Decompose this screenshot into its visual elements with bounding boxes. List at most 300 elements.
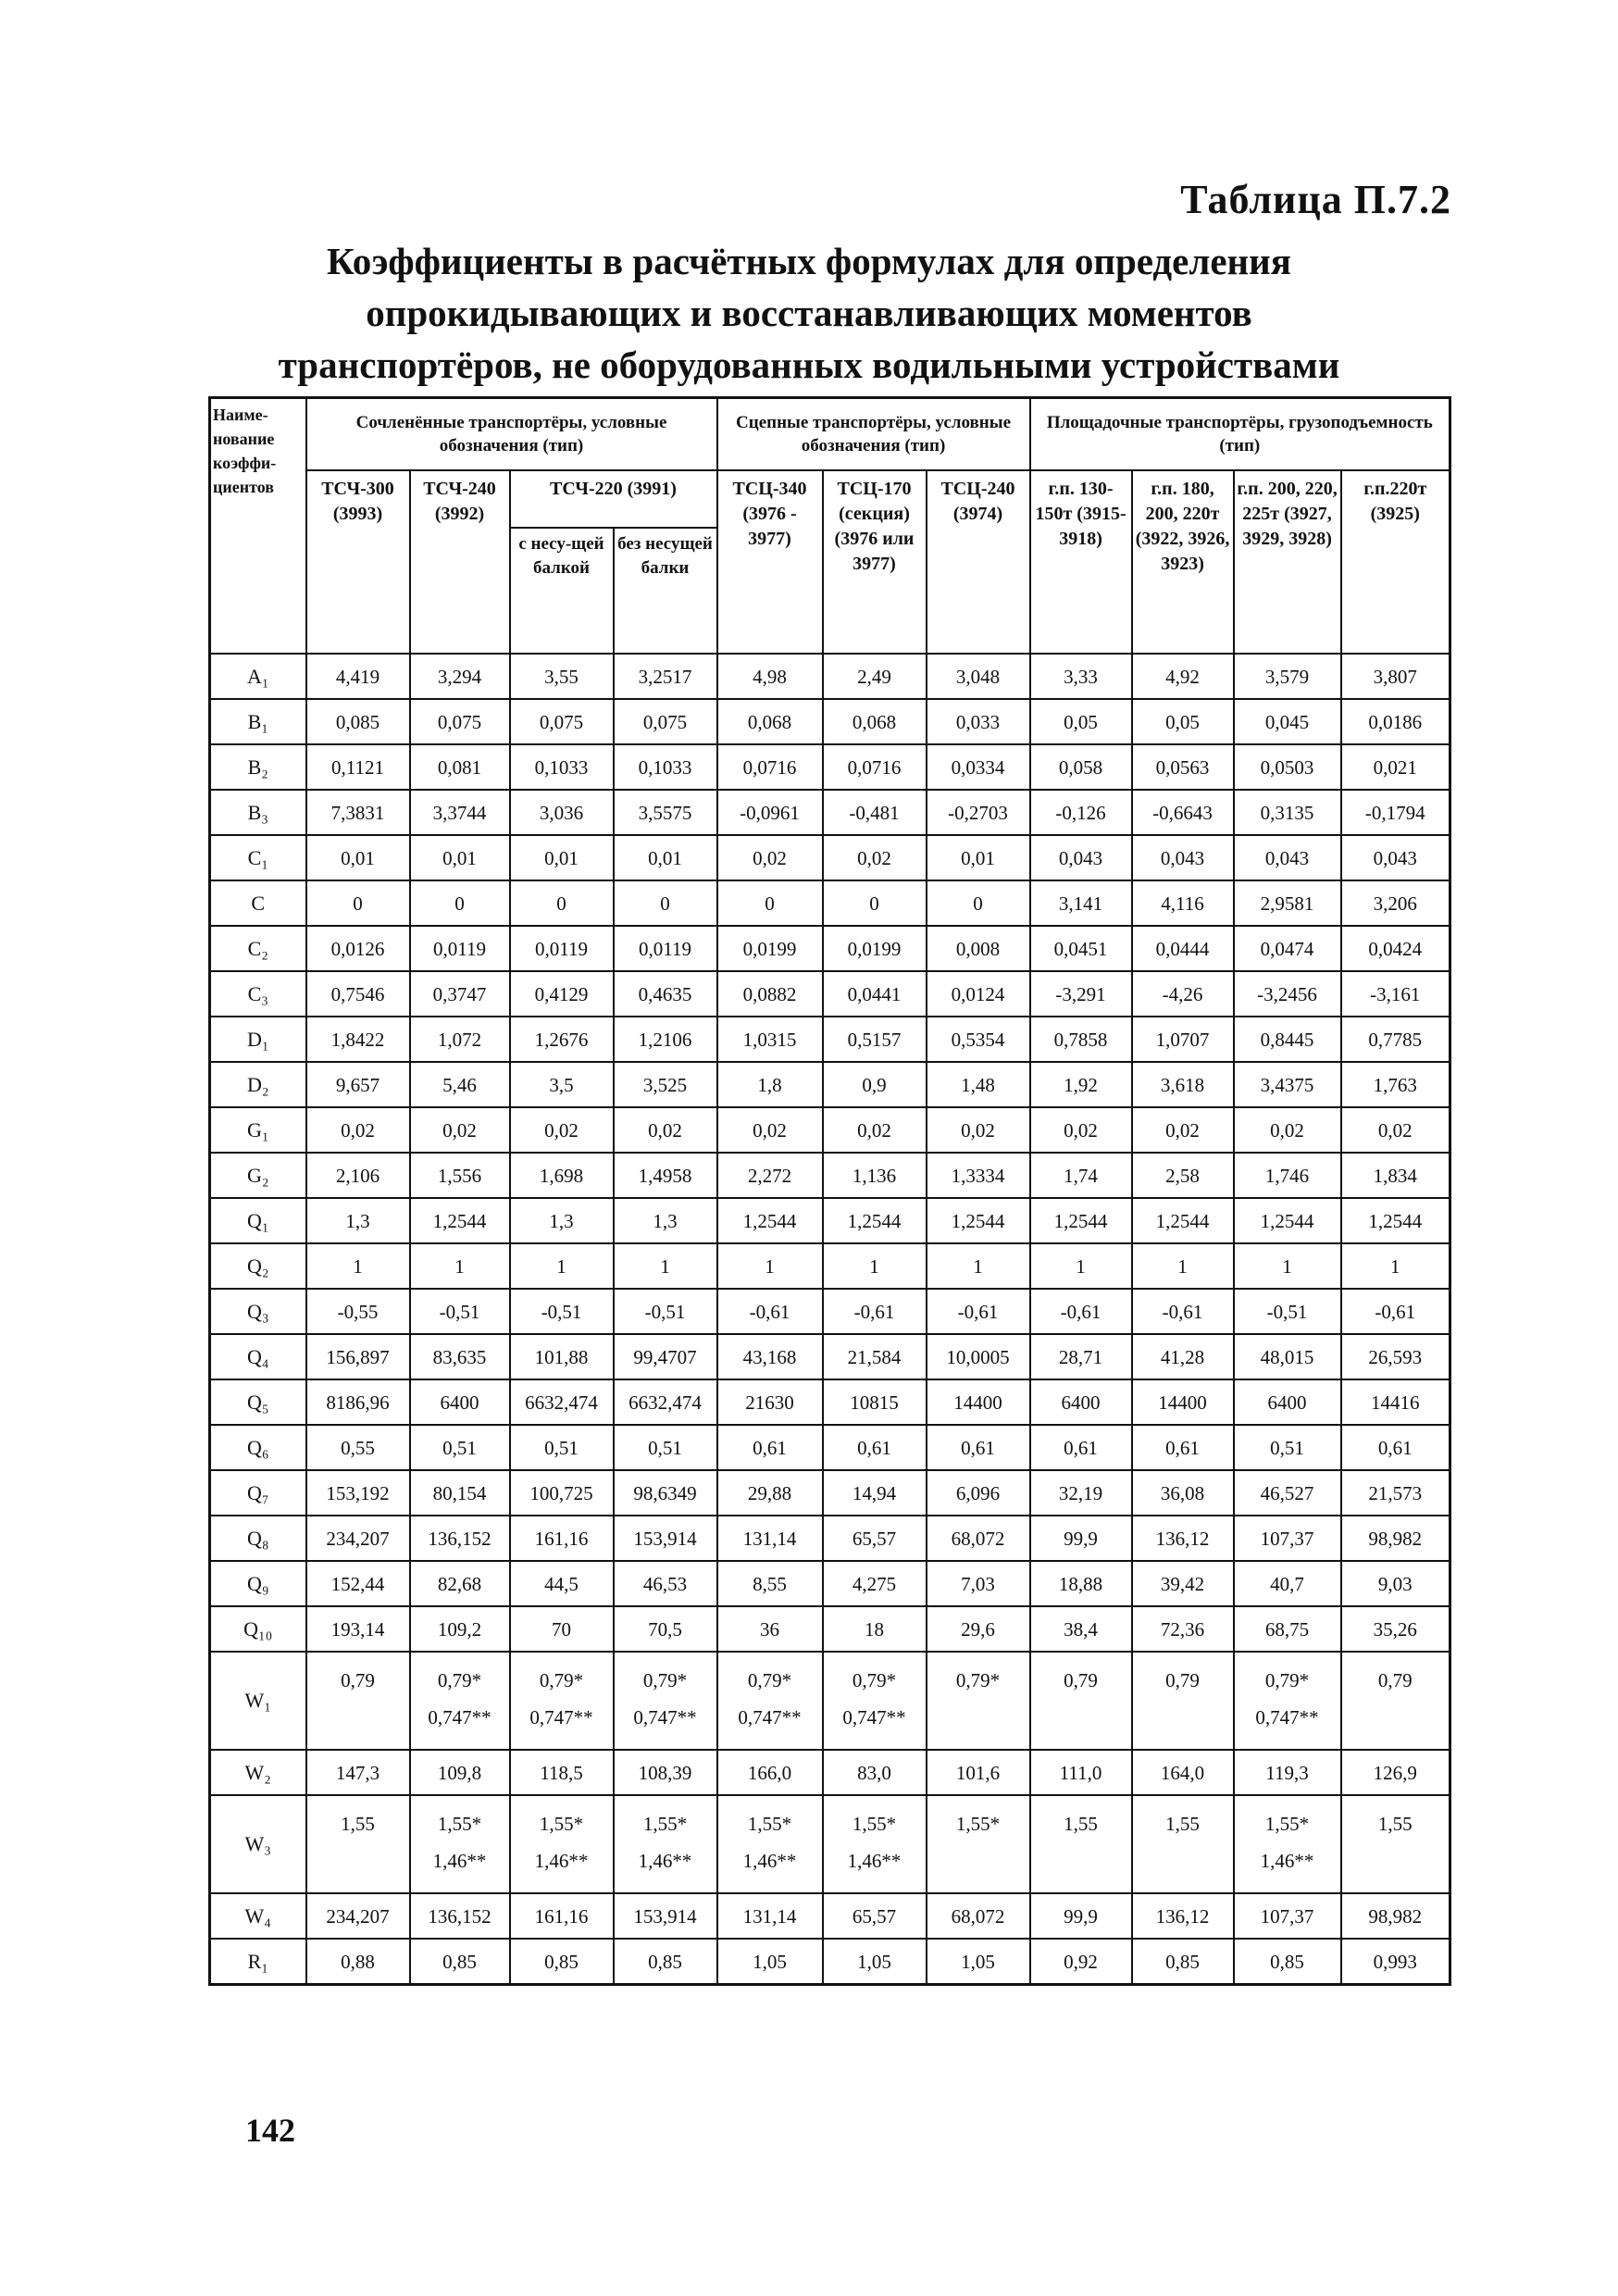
table-cell: 0,068 (823, 699, 927, 744)
table-cell: 1 (1132, 1243, 1234, 1289)
table-cell: 1,2544 (1234, 1198, 1341, 1243)
table-cell: 0,79 (1341, 1652, 1450, 1750)
table-cell: 0,075 (614, 699, 717, 744)
table-cell: 1 (1030, 1243, 1132, 1289)
table-cell: 0,0119 (510, 926, 614, 971)
table-cell: 152,44 (306, 1561, 410, 1606)
table-cell: 18 (823, 1606, 927, 1652)
table-cell: 99,4707 (614, 1334, 717, 1379)
table-cell: 1,0707 (1132, 1017, 1234, 1062)
table-cell: 46,53 (614, 1561, 717, 1606)
table-cell: 0,0424 (1341, 926, 1450, 971)
table-cell: 0,075 (410, 699, 510, 744)
table-cell: -0,481 (823, 790, 927, 835)
table-cell: 1,55 (1132, 1795, 1234, 1893)
table-cell: 1,136 (823, 1153, 927, 1198)
coefficient-symbol: C₂ (210, 926, 306, 971)
cell-line: 0,79* (437, 1669, 482, 1691)
table-cell: 1 (410, 1243, 510, 1289)
table-cell (717, 1795, 823, 1893)
table-cell: 0,0199 (823, 926, 927, 971)
table-cell: 1,556 (410, 1153, 510, 1198)
header-gp-220: г.п.220т (3925) (1341, 470, 1450, 654)
coefficient-symbol: Q₈ (210, 1516, 306, 1561)
table-cell: 0,0716 (717, 744, 823, 790)
cell-line: 1,55* (437, 1813, 482, 1835)
table-cell: 156,897 (306, 1334, 410, 1379)
table-cell: 0,0441 (823, 971, 927, 1017)
table-cell: 1,92 (1030, 1062, 1132, 1107)
cell-line: 0,747** (1255, 1706, 1319, 1728)
table-cell: 2,106 (306, 1153, 410, 1198)
table-cell: 4,275 (823, 1561, 927, 1606)
table-cell: 0,01 (614, 835, 717, 880)
table-cell: 0,0474 (1234, 926, 1341, 971)
coefficient-symbol: Q₂ (210, 1243, 306, 1289)
table-cell: 0,79 (1030, 1652, 1132, 1750)
table-body (210, 654, 1450, 1985)
cell-line: 0,79* (747, 1669, 792, 1691)
coefficient-symbol: Q₇ (210, 1470, 306, 1516)
table-cell: -4,26 (1132, 971, 1234, 1017)
table-cell: 3,294 (410, 654, 510, 699)
table-cell: -0,61 (1341, 1289, 1450, 1334)
table-cell: 0,0186 (1341, 699, 1450, 744)
table-cell (823, 1652, 927, 1750)
table-cell: 98,982 (1341, 1516, 1450, 1561)
table-cell (614, 1652, 717, 1750)
coefficient-symbol: C₃ (210, 971, 306, 1017)
table-cell: 68,072 (927, 1893, 1030, 1939)
table-cell: 0,61 (1341, 1425, 1450, 1470)
table-cell: 0,61 (1132, 1425, 1234, 1470)
table-cell: 36 (717, 1606, 823, 1652)
table-cell: 1,4958 (614, 1153, 717, 1198)
table-cell: 3,206 (1341, 880, 1450, 926)
table-row (210, 1062, 1450, 1107)
coefficient-symbol: W₂ (210, 1750, 306, 1795)
table-cell: 0,79 (1132, 1652, 1234, 1750)
table-cell: -0,61 (927, 1289, 1030, 1334)
table-cell: 9,03 (1341, 1561, 1450, 1606)
table-cell: 1,072 (410, 1017, 510, 1062)
coefficient-symbol: W₁ (210, 1652, 306, 1750)
cell-line: 0,747** (529, 1706, 593, 1728)
table-cell: 0,55 (306, 1425, 410, 1470)
table-cell: 98,6349 (614, 1470, 717, 1516)
table-cell: 41,28 (1132, 1334, 1234, 1379)
table-cell: 111,0 (1030, 1750, 1132, 1795)
table-cell: 0,0334 (927, 744, 1030, 790)
table-cell: 43,168 (717, 1334, 823, 1379)
cell-line: 1,46** (847, 1850, 902, 1872)
coefficient-symbol: G₂ (210, 1153, 306, 1198)
table-cell: 3,618 (1132, 1062, 1234, 1107)
table-cell: 1,3 (306, 1198, 410, 1243)
cell-line: 0,79* (539, 1669, 584, 1691)
table-cell: 1,2544 (410, 1198, 510, 1243)
table-cell (1234, 1795, 1341, 1893)
table-cell: 0,05 (1030, 699, 1132, 744)
table-cell: 0,0119 (614, 926, 717, 971)
table-cell: 0,79 (306, 1652, 410, 1750)
coefficient-symbol: C₁ (210, 835, 306, 880)
table-cell: 1,0315 (717, 1017, 823, 1062)
table-cell: 40,7 (1234, 1561, 1341, 1606)
coefficient-symbol: D₂ (210, 1062, 306, 1107)
cell-line: 0,747** (842, 1706, 906, 1728)
table-cell: 3,5575 (614, 790, 717, 835)
table-cell: 153,914 (614, 1893, 717, 1939)
table-cell: 0,01 (927, 835, 1030, 880)
table-cell: 1,8 (717, 1062, 823, 1107)
header-tsch-240: ТСЧ-240 (3992) (410, 470, 510, 654)
table-cell (823, 1795, 927, 1893)
table-cell: 0,0563 (1132, 744, 1234, 790)
table-cell: 1,55 (306, 1795, 410, 1893)
table-cell: 0,058 (1030, 744, 1132, 790)
table-cell: 10,0005 (927, 1334, 1030, 1379)
table-cell: 0,88 (306, 1939, 410, 1985)
table-cell: 18,88 (1030, 1561, 1132, 1606)
table-row (210, 1750, 1450, 1795)
table-cell: 0,4129 (510, 971, 614, 1017)
table-title (0, 235, 1618, 391)
table-cell: 0,02 (927, 1107, 1030, 1153)
table-row (210, 971, 1450, 1017)
table-cell: 32,19 (1030, 1470, 1132, 1516)
table-cell: 4,419 (306, 654, 410, 699)
table-cell: 3,048 (927, 654, 1030, 699)
table-cell: 0,033 (927, 699, 1030, 744)
table-cell: 3,33 (1030, 654, 1132, 699)
table-cell: 6400 (1234, 1379, 1341, 1425)
coefficient-symbol: R₁ (210, 1939, 306, 1985)
table-cell: 0,1121 (306, 744, 410, 790)
table-cell: 0 (410, 880, 510, 926)
table-cell: 70,5 (614, 1606, 717, 1652)
table-cell: 0,045 (1234, 699, 1341, 744)
table-cell: 0,0126 (306, 926, 410, 971)
table-cell: 234,207 (306, 1893, 410, 1939)
table-cell: 6,096 (927, 1470, 1030, 1516)
table-cell: 1,55 (1341, 1795, 1450, 1893)
table-row (210, 1107, 1450, 1153)
table-cell: 70 (510, 1606, 614, 1652)
table-cell: 126,9 (1341, 1750, 1450, 1795)
cell-line: 1,46** (1260, 1850, 1314, 1872)
table-cell: 107,37 (1234, 1893, 1341, 1939)
table-cell: -3,291 (1030, 971, 1132, 1017)
table-cell: 107,37 (1234, 1516, 1341, 1561)
table-cell: 0,075 (510, 699, 614, 744)
table-row (210, 1652, 1450, 1750)
table-cell: 0 (823, 880, 927, 926)
coefficient-symbol: B₁ (210, 699, 306, 744)
table-cell: 0,51 (1234, 1425, 1341, 1470)
table-cell: 65,57 (823, 1893, 927, 1939)
header-with-beam: с несу-щей балкой (510, 528, 614, 654)
table-cell: 1,05 (927, 1939, 1030, 1985)
coefficient-symbol: B₂ (210, 744, 306, 790)
table-row (210, 1243, 1450, 1289)
table-cell: 29,88 (717, 1470, 823, 1516)
coefficient-symbol: G₁ (210, 1107, 306, 1153)
table-cell: 6400 (410, 1379, 510, 1425)
table-cell: 4,116 (1132, 880, 1234, 926)
table-cell: 0,61 (1030, 1425, 1132, 1470)
table-cell: 21630 (717, 1379, 823, 1425)
table-cell (614, 1795, 717, 1893)
table-row (210, 1516, 1450, 1561)
table-cell: 0,02 (614, 1107, 717, 1153)
table-cell: 0,02 (823, 1107, 927, 1153)
table-cell: 0,1033 (614, 744, 717, 790)
table-cell: 8,55 (717, 1561, 823, 1606)
table-cell: 0,02 (306, 1107, 410, 1153)
table-cell: 0 (927, 880, 1030, 926)
header-gp-130: г.п. 130-150т (3915-3918) (1030, 470, 1132, 654)
table-cell: 0,8445 (1234, 1017, 1341, 1062)
header-tsc-340: ТСЦ-340 (3976 - 3977) (717, 470, 823, 654)
table-row (210, 1289, 1450, 1334)
table-cell: 0,02 (717, 835, 823, 880)
title-line-2: опрокидывающих и восстанавливающих моментов (366, 292, 1252, 334)
table-cell: -0,6643 (1132, 790, 1234, 835)
coefficient-symbol: B₃ (210, 790, 306, 835)
table-cell: 1,2544 (927, 1198, 1030, 1243)
table-cell: 5,46 (410, 1062, 510, 1107)
table-row (210, 1017, 1450, 1062)
table-cell: 0,008 (927, 926, 1030, 971)
table-cell: 3,141 (1030, 880, 1132, 926)
table-cell: -0,126 (1030, 790, 1132, 835)
header-tsch-220: ТСЧ-220 (3991) (510, 470, 717, 528)
table-cell: 0,0503 (1234, 744, 1341, 790)
table-cell: 0,043 (1234, 835, 1341, 880)
table-cell: 1,834 (1341, 1153, 1450, 1198)
table-cell (510, 1652, 614, 1750)
table-cell: 0,85 (614, 1939, 717, 1985)
table-cell: 0,02 (510, 1107, 614, 1153)
table-cell: 119,3 (1234, 1750, 1341, 1795)
coefficient-symbol: Q₁ (210, 1198, 306, 1243)
table-cell: 21,573 (1341, 1470, 1450, 1516)
cell-line: 0,79* (1264, 1669, 1310, 1691)
table-cell: 0,5354 (927, 1017, 1030, 1062)
table-cell: 68,75 (1234, 1606, 1341, 1652)
table-cell: 0,9 (823, 1062, 927, 1107)
table-row (210, 1795, 1450, 1893)
table-number: Таблица П.7.2 (1180, 177, 1451, 222)
table-cell: 0,51 (510, 1425, 614, 1470)
coefficient-symbol: A₁ (210, 654, 306, 699)
table-cell: 65,57 (823, 1516, 927, 1561)
table-cell: 0,05 (1132, 699, 1234, 744)
table-cell: -3,2456 (1234, 971, 1341, 1017)
table-cell: 136,12 (1132, 1893, 1234, 1939)
coefficient-symbol: Q₃ (210, 1289, 306, 1334)
table-cell: 1 (1341, 1243, 1450, 1289)
table-cell: 3,036 (510, 790, 614, 835)
table-cell: 153,192 (306, 1470, 410, 1516)
table-cell: 29,6 (927, 1606, 1030, 1652)
coefficient-symbol: Q₄ (210, 1334, 306, 1379)
table-cell: 0,85 (510, 1939, 614, 1985)
table-cell: 0,92 (1030, 1939, 1132, 1985)
table-cell: 0,3747 (410, 971, 510, 1017)
table-cell: 14400 (927, 1379, 1030, 1425)
table-cell: 0 (717, 880, 823, 926)
table-cell: 0,0124 (927, 971, 1030, 1017)
table-row (210, 1893, 1450, 1939)
table-cell: 1 (927, 1243, 1030, 1289)
table-cell: 4,92 (1132, 654, 1234, 699)
table-cell: 153,914 (614, 1516, 717, 1561)
table-cell: 3,5 (510, 1062, 614, 1107)
table-cell: 7,03 (927, 1561, 1030, 1606)
table-row (210, 654, 1450, 699)
table-cell: 1,2544 (1132, 1198, 1234, 1243)
header-tsch-300: ТСЧ-300 (3993) (306, 470, 410, 654)
coefficient-symbol: Q₆ (210, 1425, 306, 1470)
table-cell: 68,072 (927, 1516, 1030, 1561)
table-cell: 14,94 (823, 1470, 927, 1516)
table-cell: 3,525 (614, 1062, 717, 1107)
table-cell: 108,39 (614, 1750, 717, 1795)
table-row (210, 926, 1450, 971)
table-cell: 3,807 (1341, 654, 1450, 699)
table-cell: 3,579 (1234, 654, 1341, 699)
table-cell: 0,068 (717, 699, 823, 744)
table-cell: 0,043 (1132, 835, 1234, 880)
table-cell: 80,154 (410, 1470, 510, 1516)
table-cell: 1,05 (717, 1939, 823, 1985)
table-row (210, 1470, 1450, 1516)
table-cell: 0 (614, 880, 717, 926)
coefficient-symbol: W₃ (210, 1795, 306, 1893)
table-cell: 118,5 (510, 1750, 614, 1795)
title-line-3: транспортёров, не оборудованных водильными устройствами (278, 343, 1340, 386)
table-row (210, 1334, 1450, 1379)
table-cell: 1,2106 (614, 1017, 717, 1062)
table-cell: 136,12 (1132, 1516, 1234, 1561)
table-cell: 7,3831 (306, 790, 410, 835)
table-cell: 1,698 (510, 1153, 614, 1198)
table-cell (717, 1652, 823, 1750)
table-cell: 166,0 (717, 1750, 823, 1795)
table-cell: 4,98 (717, 654, 823, 699)
table-cell: 83,635 (410, 1334, 510, 1379)
table-cell: 1 (510, 1243, 614, 1289)
table-cell: 44,5 (510, 1561, 614, 1606)
table-cell: 3,2517 (614, 654, 717, 699)
table-cell: -0,0961 (717, 790, 823, 835)
table-cell: -0,61 (1132, 1289, 1234, 1334)
table-cell: 0,02 (1341, 1107, 1450, 1153)
table-cell: -0,51 (510, 1289, 614, 1334)
table-cell: 0,043 (1341, 835, 1450, 880)
table-cell: 0,1033 (510, 744, 614, 790)
table-cell: -0,51 (410, 1289, 510, 1334)
header-tsc-240: ТСЦ-240 (3974) (927, 470, 1030, 654)
table-cell: 2,9581 (1234, 880, 1341, 926)
table-row (210, 835, 1450, 880)
table-cell: 1,763 (1341, 1062, 1450, 1107)
table-cell: 14416 (1341, 1379, 1450, 1425)
table-cell: 3,3744 (410, 790, 510, 835)
table-cell: 0,3135 (1234, 790, 1341, 835)
table-cell: 0,7785 (1341, 1017, 1450, 1062)
table-cell: -0,61 (1030, 1289, 1132, 1334)
table-cell: 0,61 (823, 1425, 927, 1470)
table-cell: 0,61 (717, 1425, 823, 1470)
table-cell: -0,1794 (1341, 790, 1450, 835)
table-cell: 1,8422 (306, 1017, 410, 1062)
header-tsc-170: ТСЦ-170 (секция) (3976 или 3977) (823, 470, 927, 654)
table-cell: 1,74 (1030, 1153, 1132, 1198)
table-cell: 1,2544 (823, 1198, 927, 1243)
table-cell: 0,993 (1341, 1939, 1450, 1985)
table-cell: -0,61 (823, 1289, 927, 1334)
table-cell: 0,01 (410, 835, 510, 880)
table-cell: 0,5157 (823, 1017, 927, 1062)
table-cell: 0,02 (410, 1107, 510, 1153)
table-cell: 0,0119 (410, 926, 510, 971)
cell-line: 0,747** (738, 1706, 802, 1728)
table-row (210, 1198, 1450, 1243)
table-cell: -0,61 (717, 1289, 823, 1334)
table-cell: -0,2703 (927, 790, 1030, 835)
table-cell: 6632,474 (614, 1379, 717, 1425)
table-cell: 99,9 (1030, 1516, 1132, 1561)
cell-line: 1,46** (638, 1850, 692, 1872)
table-cell: 3,55 (510, 654, 614, 699)
cell-line: 0,79* (642, 1669, 688, 1691)
table-cell: 1,48 (927, 1062, 1030, 1107)
header-group-articulated: Сочленённые транспортёры, условные обозначения (тип) (306, 398, 717, 471)
table-cell: 0,51 (614, 1425, 717, 1470)
table-row (210, 1425, 1450, 1470)
coefficient-symbol: W₄ (210, 1893, 306, 1939)
table-cell: 1,2676 (510, 1017, 614, 1062)
table-cell: -0,51 (1234, 1289, 1341, 1334)
table-cell: 0,7858 (1030, 1017, 1132, 1062)
table-row (210, 744, 1450, 790)
cell-line: 1,46** (432, 1850, 487, 1872)
table-cell: 38,4 (1030, 1606, 1132, 1652)
cell-line: 1,55* (539, 1813, 584, 1835)
table-cell: 0,85 (410, 1939, 510, 1985)
coefficient-symbol: D₁ (210, 1017, 306, 1062)
table-cell: 100,725 (510, 1470, 614, 1516)
table-cell: 101,6 (927, 1750, 1030, 1795)
table-cell: 1 (717, 1243, 823, 1289)
cell-line: 0,747** (633, 1706, 697, 1728)
cell-line: 0,747** (428, 1706, 492, 1728)
table-cell: 35,26 (1341, 1606, 1450, 1652)
cell-line: 1,55* (747, 1813, 792, 1835)
table-cell: 0,51 (410, 1425, 510, 1470)
table-cell: 39,42 (1132, 1561, 1234, 1606)
table-cell: 21,584 (823, 1334, 927, 1379)
table-cell: 1 (823, 1243, 927, 1289)
table-cell: 161,16 (510, 1516, 614, 1561)
table-cell: 0,7546 (306, 971, 410, 1017)
table-cell: 6632,474 (510, 1379, 614, 1425)
table-cell: 0,043 (1030, 835, 1132, 880)
cell-line: 1,55* (852, 1813, 897, 1835)
